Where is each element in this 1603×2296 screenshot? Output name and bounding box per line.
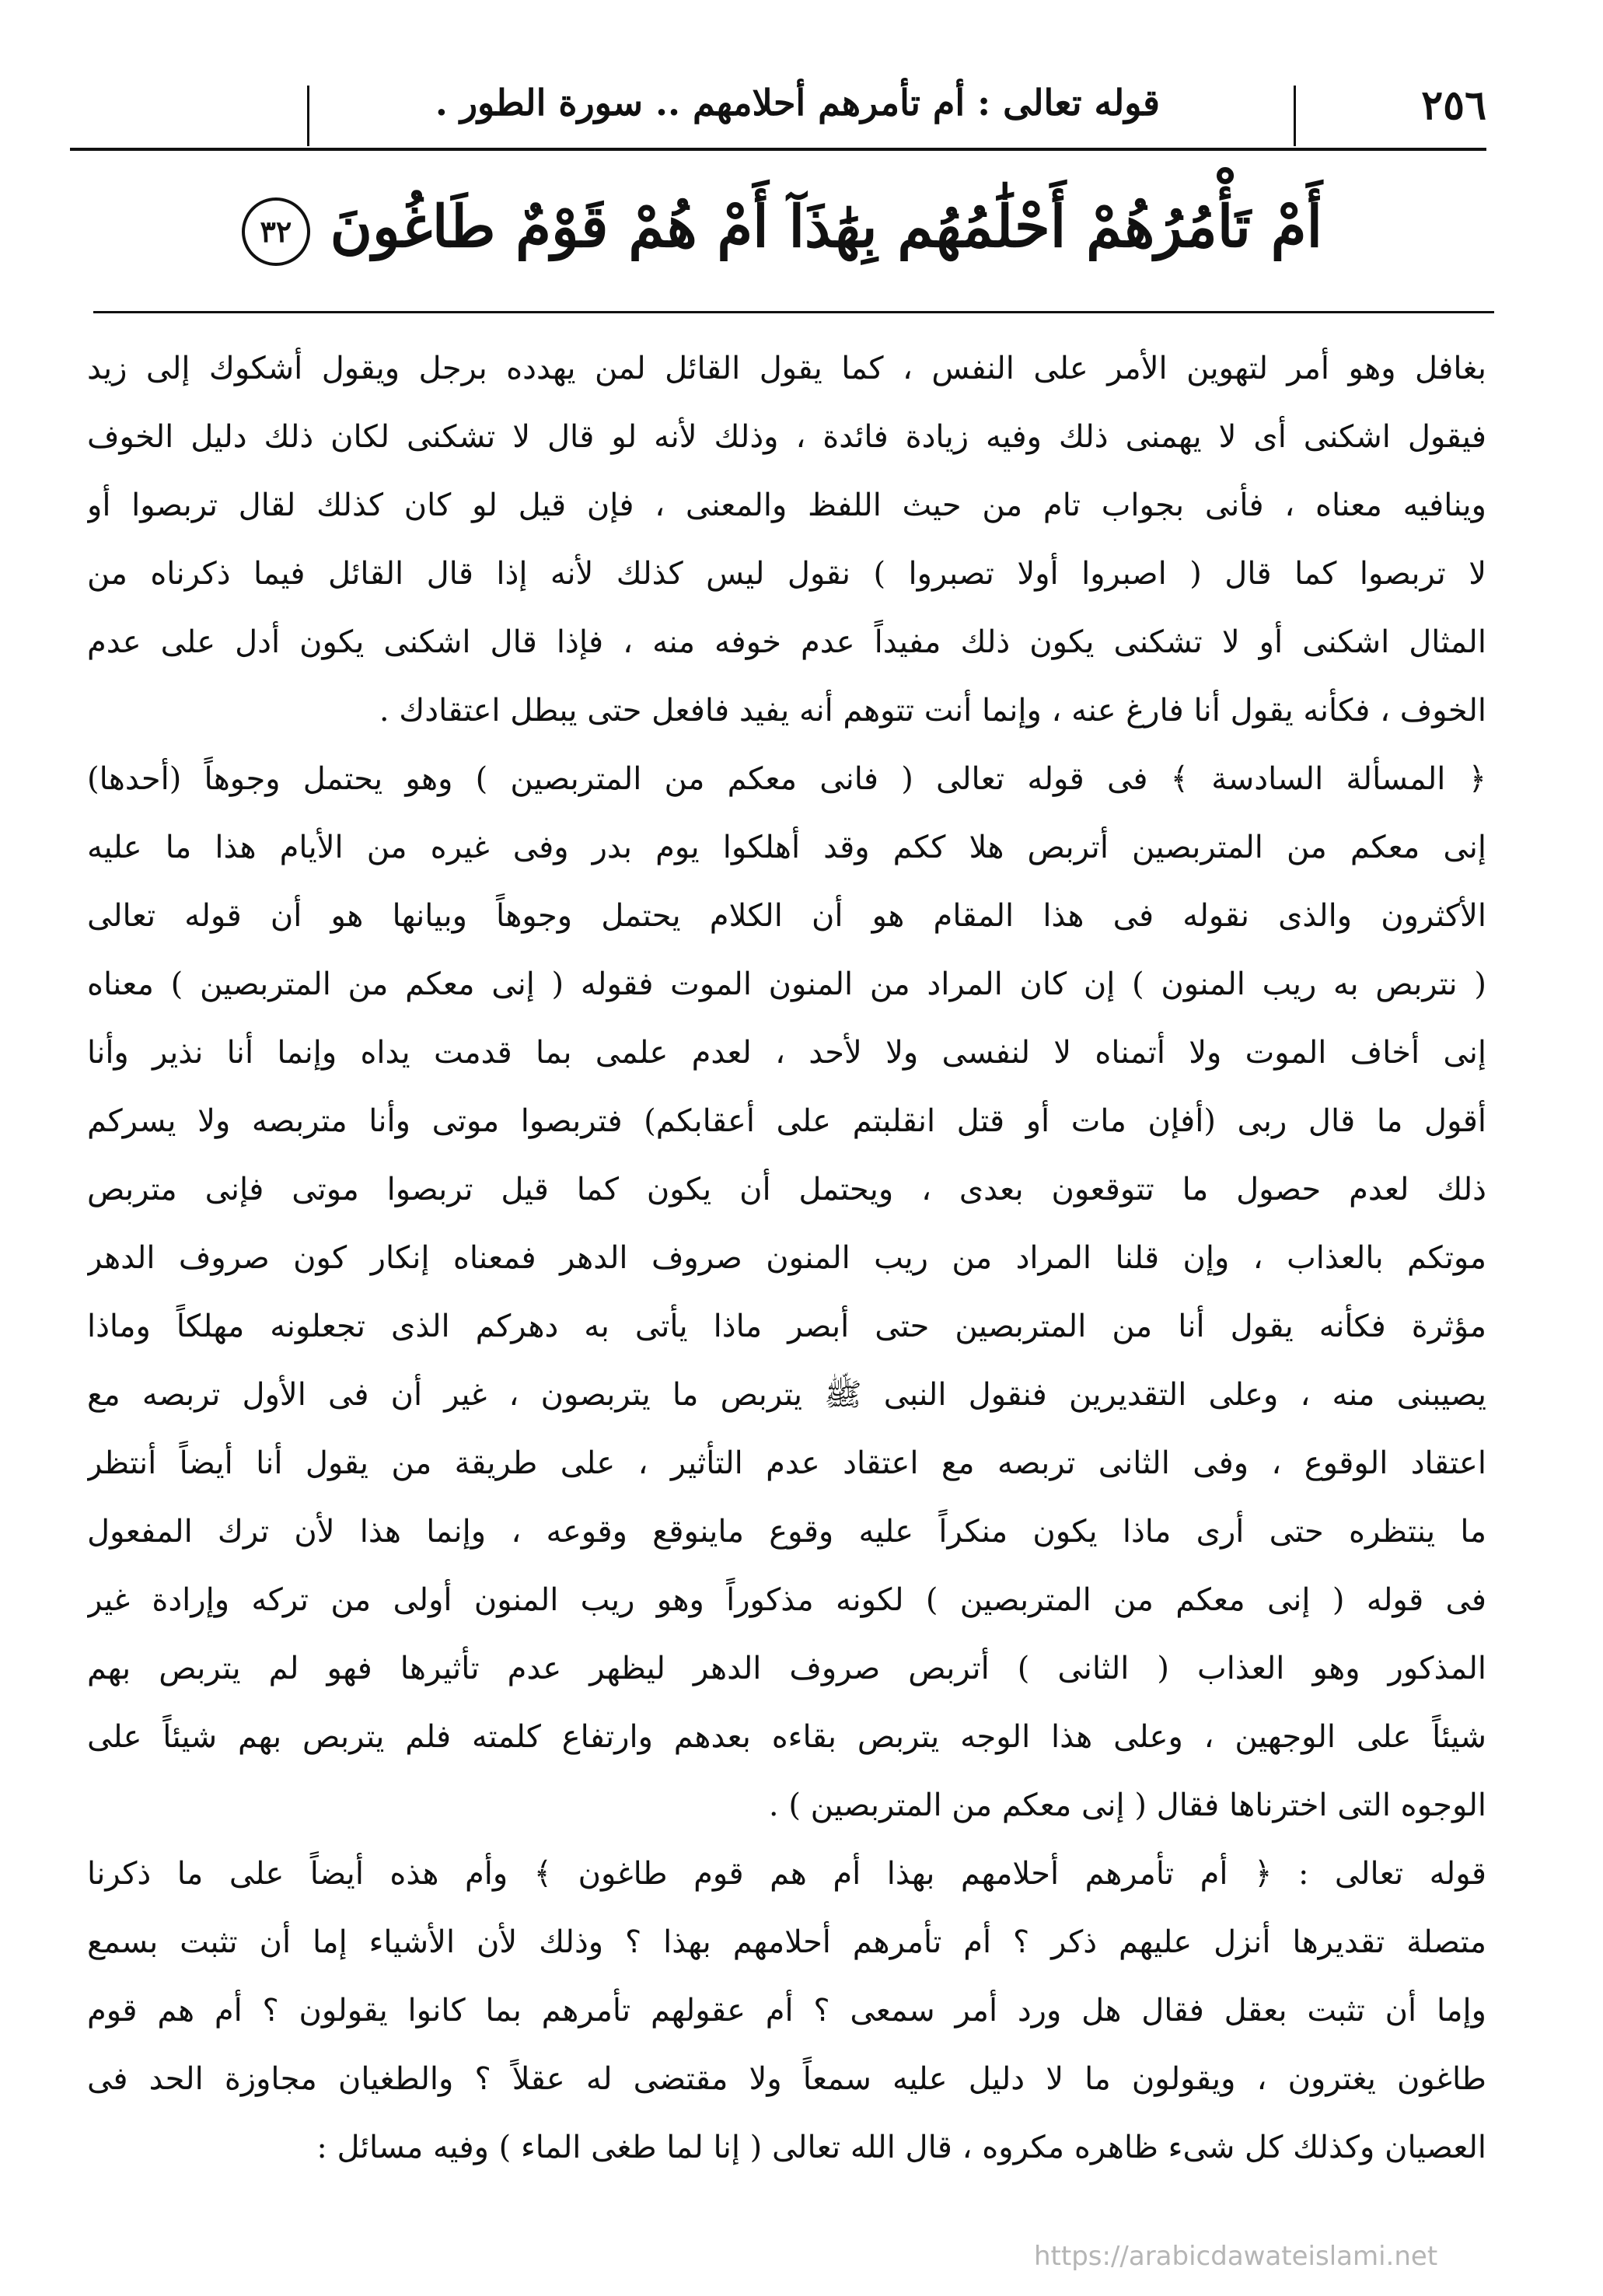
text-line: اعتقاد الوقوع ، وفى الثانى تربصه مع اعتقاد عدم التأثير ، على طريقة من يقول أنا أيضاً أنتظر — [87, 1445, 1486, 1481]
text-line: وإما أن تثبت بعقل فقال هل ورد أمر سمعى ؟ أم عقولهم تأمرهم بما كانوا يقولون ؟ أم هم قوم — [87, 1993, 1486, 2029]
text-line: المثال اشكنى أو لا تشكنى يكون ذلك مفيداً عدم خوفه منه ، فإذا قال اشكنى يكون أدل على عدم — [87, 624, 1486, 660]
verse-number-marker: ٣٢ — [242, 197, 310, 266]
text-line: إنى معكم من المتربصين أتربص هلا ككم وقد أهلكوا يوم بدر وفى غيره من الأيام هذا ما عليه — [87, 830, 1486, 865]
text-line: ذلك لعدم حصول ما تتوقعون بعدى ، ويحتمل أن يكون كما قيل تربصوا موتى فإنى متربص — [87, 1172, 1486, 1207]
text-line: وينافيه معناه ، فأنى بجواب تام من حيث اللفظ والمعنى ، فإن قيل لو كان كذلك لقال تربصوا أو — [87, 488, 1486, 523]
commentary-text — [87, 334, 1486, 2182]
running-header — [70, 74, 1486, 144]
header-rule — [70, 148, 1486, 151]
text-line: بغافل وهو أمر لتهوين الأمر على النفس ، كما يقول القائل لمن يهدده برجل ويقول أشكوك إلى زيد — [87, 351, 1486, 386]
text-line: شيئاً على الوجهين ، وعلى هذا الوجه يتربص بقاءه بعدهم وارتفاع كلمته فلم يتربص بهم شيئاً على — [87, 1719, 1486, 1755]
text-line: الخوف ، فكأنه يقول أنا فارغ عنه ، وإنما أنت تتوهم أنه يفيد فافعل حتى يبطل اعتقادك . — [379, 693, 1486, 729]
text-line: الوجوه التى اخترناها فقال ( إنى معكم من المتربصين ) . — [768, 1788, 1486, 1823]
text-line: فى قوله ( إنى معكم من المتربصين ) لكونه مذكوراً وهو ريب المنون أولى من تركه وإرادة غير — [87, 1582, 1486, 1618]
text-line: فيقول اشكنى أى لا يهمنى ذلك وفيه زيادة فائدة ، وذلك لأنه لو قال لا تشكنى لكان ذلك دليل الخوف — [87, 419, 1486, 455]
verse-rule — [93, 311, 1494, 313]
text-line: متصلة تقديرها أنزل عليهم ذكر ؟ أم تأمرهم أحلامهم بهذا ؟ وذلك لأن الأشياء إما أن تثبت بسمع — [87, 1924, 1486, 1960]
text-line: ﴿ المسألة السادسة ﴾ فى قوله تعالى ( فانى معكم من المتربصين ) وهو يحتمل وجوهاً (أحدها) — [87, 761, 1486, 797]
text-line: الأكثرون والذى نقوله فى هذا المقام هو أن الكلام يحتمل وجوهاً وبيانها هو أن قوله تعالى — [87, 898, 1486, 934]
text-line: المذكور وهو العذاب ( الثانى ) أتربص صروف الدهر ليظهر عدم تأثيرها فهو لم يتربص بهم — [87, 1651, 1486, 1686]
text-line: العصيان وكذلك كل شىء ظاهره مكروه ، قال الله تعالى ( إنا لما طغى الماء ) وفيه مسائل : — [316, 2130, 1486, 2165]
header-divider — [307, 86, 309, 146]
header-title: قوله تعالى : أم تأمرهم أحلامهم .. سورة الطور . — [435, 82, 1160, 124]
text-line: لا تربصوا كما قال ( اصبروا أولا تصبروا ) نقول ليس كذلك لأنه إذا قال القائل فيما ذكرناه من — [87, 556, 1486, 592]
page-number: ٢٥٦ — [1421, 82, 1486, 129]
text-line: ما ينتظره حتى أرى ماذا يكون منكراً عليه وقوع ماينوقع وقوعه ، وإنما هذا لأن ترك المفعول — [87, 1514, 1486, 1550]
header-divider — [1294, 86, 1296, 146]
text-line: إنى أخاف الموت ولا أتمناه لا لنفسى ولا لأحد ، لعدم علمى بما قدمت يداه وإنما أنا نذير وأنا — [87, 1035, 1486, 1071]
quran-verse — [70, 171, 1486, 284]
text-line: مؤثرة فكأنه يقول أنا من المتربصين حتى أبصر ماذا يأتى به دهركم الذى تجعلونه مهلكاً وماذا — [87, 1309, 1486, 1344]
watermark: https://arabicdawateislami.net — [1034, 2241, 1438, 2272]
text-line: طاغون يغترون ، ويقولون ما لا دليل عليه سمعاً ولا مقتضى له عقلاً ؟ والطغيان مجاوزة الحد فى — [87, 2061, 1486, 2097]
verse-text: أَمْ تَأْمُرُهُمْ أَحْلَٰمُهُم بِهَٰذَآ أَمْ هُمْ قَوْمٌ طَاغُونَ — [330, 194, 1323, 260]
text-line: قوله تعالى : ﴿ أم تأمرهم أحلامهم بهذا أم هم قوم طاغون ﴾ وأم هذه أيضاً على ما ذكرنا — [87, 1856, 1486, 1892]
text-line: أقول ما قال ربى (أفإن مات أو قتل انقلبتم على أعقابكم) فتربصوا موتى وأنا متربصه ولا يسركم — [87, 1103, 1486, 1139]
text-line: يصيبنى منه ، وعلى التقديرين فنقول النبى ﷺ يتربص ما يتربصون ، غير أن فى الأول تربصه مع — [87, 1377, 1486, 1413]
text-line: ( نتربص به ريب المنون ) إن كان المراد من المنون الموت فقوله ( إنى معكم من المتربصين ) معناه — [87, 966, 1486, 1002]
text-line: موتكم بالعذاب ، وإن قلنا المراد من ريب المنون صروف الدهر فمعناه إنكار كون صروف الدهر — [87, 1240, 1486, 1276]
